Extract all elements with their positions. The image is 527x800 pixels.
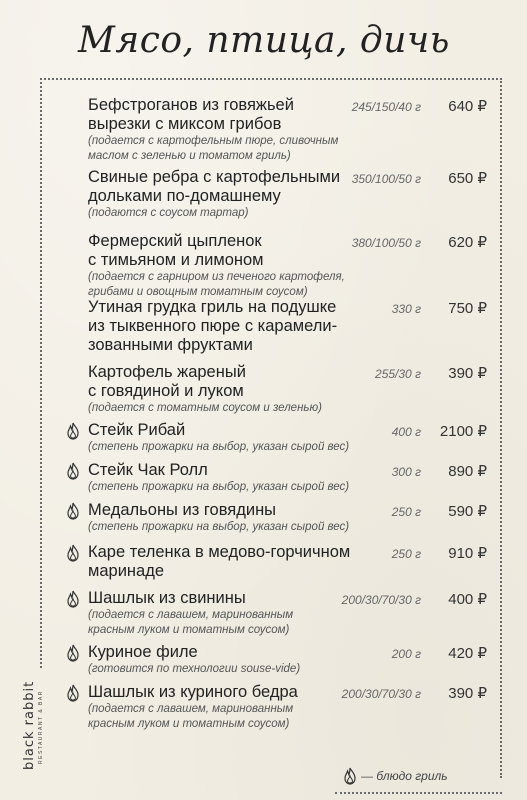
legend — [343, 767, 448, 785]
dish-price: 420 ₽ — [448, 645, 487, 662]
dish-price: 390 ₽ — [448, 685, 487, 702]
brand-subtitle: RESTAURANT & BAR — [38, 690, 44, 764]
dish-price: 390 ₽ — [448, 365, 487, 382]
dish-note: (подается с лавашем, маринованным — [88, 703, 294, 715]
dish-note: (готовится по технологии souse-vide) — [88, 663, 301, 675]
dish-weight: 250 г — [391, 547, 421, 561]
dish-price: 890 ₽ — [448, 463, 487, 480]
dish-note: красным луком и томатным соусом) — [88, 624, 290, 636]
dish-note: грибами и овощным томатным соусом) — [88, 286, 308, 298]
dish-price: 750 ₽ — [448, 300, 487, 317]
dish-name: Стейк Рибай — [88, 421, 186, 439]
dish-name: Медальоны из говядины — [88, 501, 277, 519]
dish-price: 650 ₽ — [448, 170, 487, 187]
section-title: Мясо, птица, дичь — [78, 20, 450, 61]
dish-note: (степень прожарки на выбор, указан сырой вес) — [88, 481, 350, 493]
dish-weight: 200 г — [391, 647, 421, 661]
dish-price: 2100 ₽ — [439, 423, 487, 440]
dish-weight: 400 г — [391, 425, 421, 439]
dish-name: из тыквенного пюре с карамели- — [88, 317, 338, 335]
legend-label: — блюдо гриль — [361, 769, 448, 783]
dish-note: (подается с гарниром из печеного картофеля, — [88, 271, 345, 283]
dish-weight: 245/150/40 г — [351, 100, 421, 114]
dish-note: красным луком и томатным соусом) — [88, 718, 290, 730]
dish-name: Шашлык из куриного бедра — [88, 683, 298, 701]
dish-price: 640 ₽ — [448, 98, 487, 115]
flame-icon — [66, 462, 80, 480]
dish-price: 400 ₽ — [448, 591, 487, 608]
dish-weight: 255/30 г — [375, 367, 421, 381]
dotted-frame-top — [40, 78, 502, 80]
dish-name: дольками по-домашнему — [88, 187, 281, 205]
dish-note: (подается с томатным соусом и зеленью) — [88, 402, 322, 414]
flame-icon — [343, 767, 357, 785]
dish-name: вырезки с миксом грибов — [88, 115, 282, 133]
dotted-frame-left — [40, 78, 42, 668]
dish-name: Куриное филе — [88, 643, 198, 661]
dish-name: Фермерский цыпленок — [88, 232, 262, 250]
flame-icon — [66, 422, 80, 440]
dish-price: 910 ₽ — [448, 545, 487, 562]
dish-weight: 250 г — [391, 505, 421, 519]
dish-note: (подается с лавашем, маринованным — [88, 609, 294, 621]
dish-name: зованными фруктами — [88, 336, 253, 354]
dish-weight: 330 г — [391, 302, 421, 316]
dish-weight: 200/30/70/30 г — [341, 593, 421, 607]
dish-price: 590 ₽ — [448, 503, 487, 520]
dish-name: с говядиной и луком — [88, 382, 244, 400]
dish-name: с тимьяном и лимоном — [88, 251, 264, 269]
flame-icon — [66, 590, 80, 608]
flame-icon — [66, 502, 80, 520]
dotted-frame-right — [500, 78, 502, 778]
dish-price: 620 ₽ — [448, 234, 487, 251]
dish-name: Утиная грудка гриль на подушке — [88, 298, 337, 316]
dish-name: Картофель жареный — [88, 363, 246, 381]
dish-name: Шашлык из свинины — [88, 589, 246, 607]
brand-logo: black rabbit — [22, 680, 37, 770]
flame-icon — [66, 544, 80, 562]
dish-name: Бефстроганов из говяжьей — [88, 96, 294, 114]
dish-weight: 300 г — [391, 465, 421, 479]
dish-name: Стейк Чак Ролл — [88, 461, 208, 479]
dotted-frame-bottom — [335, 792, 502, 794]
dish-note: (степень прожарки на выбор, указан сырой вес) — [88, 441, 350, 453]
dish-weight: 200/30/70/30 г — [341, 687, 421, 701]
dish-weight: 380/100/50 г — [351, 236, 421, 250]
dish-note: (подается с картофельным пюре, сливочным — [88, 135, 339, 147]
dish-weight: 350/100/50 г — [351, 172, 421, 186]
dish-note: маслом с зеленью и томатом гриль) — [88, 150, 291, 162]
flame-icon — [66, 644, 80, 662]
dish-name: Каре теленка в медово-горчичном — [88, 543, 351, 561]
dish-note: (подаются с соусом тартар) — [88, 207, 249, 219]
dish-name: Свиные ребра с картофельными — [88, 168, 341, 186]
flame-icon — [66, 684, 80, 702]
dish-name: маринаде — [88, 562, 165, 580]
dish-note: (степень прожарки на выбор, указан сырой вес) — [88, 521, 350, 533]
